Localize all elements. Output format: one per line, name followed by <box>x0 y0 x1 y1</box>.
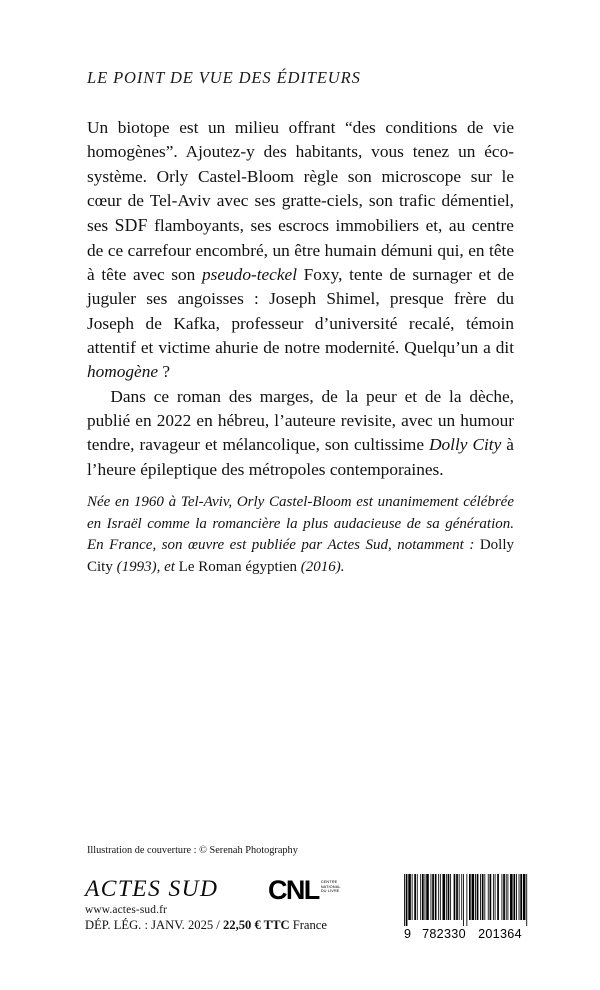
legal-suffix: France <box>289 918 327 932</box>
author-biography <box>87 492 514 578</box>
blurb-p1-part4: ? <box>158 362 171 382</box>
blurb-p2-part1: Dans ce roman des marges, de la peur et de la dèche, publié en 2022 en hébreu, l’auteure revisite, avec un humour tendre, ravageur et mélancolique, son cultissime <box>87 386 514 455</box>
price-value: 22,50 € TTC <box>222 918 290 932</box>
blurb-p2-italic-dolly-city: Dolly City <box>429 435 502 455</box>
barcode-bars <box>404 874 528 926</box>
barcode-right-group: 201364 <box>478 927 522 941</box>
cnl-subtitle-line-1: CENTRE <box>320 879 338 884</box>
blurb-p1-part1: Un biotope est un milieu offrant “des conditions de vie homogènes”. Ajoutez-y des habitants, vous tenez un éco-système. Orly Castel-Bloom règle son microscope sur le cœur de Tel-Aviv avec ses gratte-ciels, son trafic démentiel, ses <box>87 118 514 236</box>
collection-header: LE POINT DE VUE DES ÉDITEURS <box>87 68 361 87</box>
cnl-subtitle-line-2: NATIONAL <box>320 883 341 889</box>
blurb-p2-part2: à l’heure épileptique des métropoles contemporaines. <box>87 435 514 479</box>
blurb-p1-part2: flamboyants, ses escrocs immobiliers et, au centre de ce carrefour encombré, un être humain démuni qui, en tête à tête avec son <box>87 216 514 285</box>
legal-prefix: DÉP. LÉG. : JANV. 2025 / <box>85 918 223 932</box>
bio-title-le-roman-egyptien: Le Roman égyptien <box>174 558 297 575</box>
publisher-website[interactable]: www.actes-sud.fr <box>85 903 168 916</box>
footer <box>0 874 600 954</box>
cnl-subtitle <box>321 880 341 894</box>
barcode-left-group: 782330 <box>422 927 466 941</box>
blurb-p1-italic-pseudo-teckel: pseudo-teckel <box>202 265 297 285</box>
barcode-digits <box>404 927 528 941</box>
barcode-lead-digit: 9 <box>404 927 412 941</box>
bio-part3: (2016). <box>296 558 345 575</box>
cover-illustration-credit: Illustration de couverture : © Serenah Photography <box>87 845 298 856</box>
bio-italic-et: et <box>164 558 175 575</box>
publisher-logo-actes-sud: ACTES SUD <box>85 876 219 902</box>
bio-title-dolly-city: Dolly City <box>87 537 514 575</box>
legal-deposit-line <box>85 918 327 933</box>
bio-part2: (1993), <box>112 558 165 575</box>
blurb-p1-smallcaps-sdf: SDF <box>114 215 148 236</box>
cnl-subtitle-line-3: DU LIVRE <box>320 888 340 894</box>
blurb-p1-italic-homogene: homogène <box>87 362 159 382</box>
blurb-paragraph-1 <box>87 116 514 385</box>
isbn-barcode <box>404 874 528 941</box>
publisher-block <box>85 878 285 916</box>
blurb-paragraph-2 <box>87 385 514 482</box>
cnl-wordmark: CNL <box>268 875 319 905</box>
blurb-text <box>87 116 514 482</box>
bio-part1: Née en 1960 à Tel-Aviv, Orly Castel-Bloom est unanimement célébrée en Israël comme la romancière la plus audacieuse de sa génération. En France, son œuvre est publiée par Actes Sud, notamment : <box>87 494 514 553</box>
cnl-logo <box>268 877 341 904</box>
blurb-p1-part3: Foxy, tente de surnager et de juguler ses angoisses : Joseph Shimel, presque frère du Joseph de Kafka, professeur d’université recalé, témoin attentif et victime ahurie de notre modernité. Quelqu’un a dit <box>87 265 514 358</box>
